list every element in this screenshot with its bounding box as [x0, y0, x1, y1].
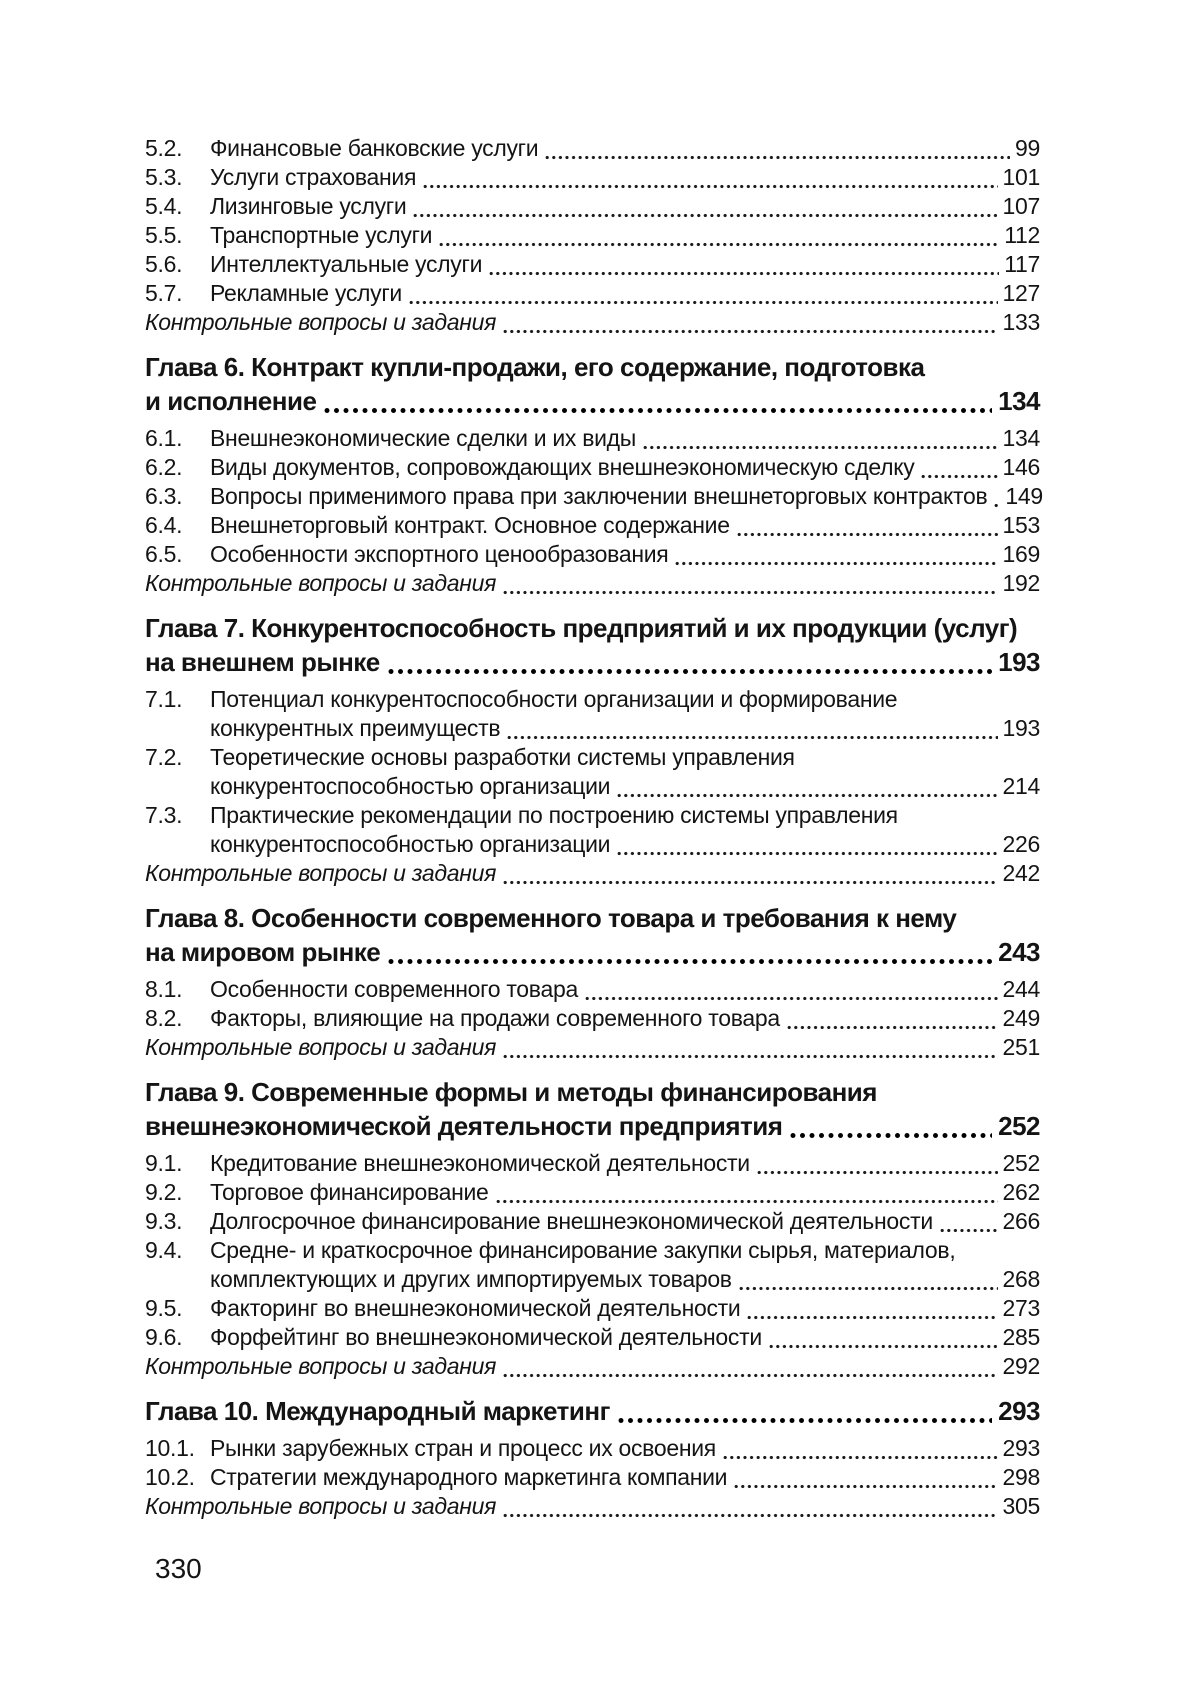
dot-leader: [739, 1286, 998, 1291]
entry-title: Вопросы применимого права при заключении внешнеторговых контрактов: [210, 483, 988, 509]
entry-title: Контрольные вопросы и задания: [145, 309, 497, 335]
dot-leader: [994, 503, 1000, 508]
toc-row: [145, 772, 1040, 801]
dot-leader: [496, 1199, 998, 1204]
dot-leader: [503, 1373, 997, 1378]
entry-title: Контрольные вопросы и задания: [145, 570, 497, 596]
entry-title: Особенности современного товара: [210, 976, 578, 1002]
toc-row: [145, 1434, 1040, 1463]
toc-row: [145, 1149, 1040, 1178]
toc-row: [145, 859, 1040, 888]
entry-title: конкурентоспособностью организации: [210, 831, 611, 857]
section-number: 7.3.: [145, 802, 183, 828]
toc-row: [145, 1033, 1040, 1062]
dot-leader: [940, 1228, 998, 1233]
toc-row: [145, 163, 1040, 192]
page-number: 298: [1002, 1464, 1040, 1490]
toc-row: [145, 1236, 1040, 1265]
dot-leader: [723, 1455, 998, 1460]
section-number: 5.6.: [145, 251, 183, 277]
chapter-title: Глава 10. Международный маркетинг: [145, 1396, 610, 1426]
toc-entry: [145, 1004, 1040, 1033]
section-number: 5.5.: [145, 222, 183, 248]
toc-entry: [145, 511, 1040, 540]
dot-leader: [675, 561, 997, 566]
toc-entry: [145, 192, 1040, 221]
dot-leader: [617, 851, 997, 856]
dot-leader: [617, 793, 997, 798]
toc-row: [145, 1265, 1040, 1294]
dot-leader: [413, 213, 997, 218]
toc-quiz-entry: [145, 1352, 1040, 1381]
toc-row: [145, 350, 1040, 384]
toc-row: [145, 975, 1040, 1004]
section-number: 9.3.: [145, 1208, 183, 1234]
entry-title: Кредитование внешнеэкономической деятельности: [210, 1150, 750, 1176]
toc-quiz-entry: [145, 1492, 1040, 1521]
dot-leader: [585, 996, 998, 1001]
entry-title: Факторинг во внешнеэкономической деятельности: [210, 1295, 741, 1321]
section-number: 8.1.: [145, 976, 183, 1002]
chapter-title: Глава 6. Контракт купли-продажи, его содержание, подготовка: [145, 352, 925, 382]
dot-leader: [787, 1025, 998, 1030]
toc-entry: [145, 540, 1040, 569]
page-number: 305: [1002, 1493, 1040, 1519]
toc-quiz-entry: [145, 859, 1040, 888]
toc-entry: [145, 134, 1040, 163]
toc-row: [145, 830, 1040, 859]
footer-page-number: 330: [155, 1553, 202, 1584]
page-number: 149: [1005, 483, 1043, 509]
entry-title: Контрольные вопросы и задания: [145, 1493, 497, 1519]
toc-entry: [145, 1236, 1040, 1294]
page-number: 243: [998, 937, 1040, 967]
dot-leader: [409, 300, 998, 305]
dot-leader: [545, 155, 1010, 160]
dot-leader: [757, 1170, 998, 1175]
section-number: 10.2.: [145, 1464, 195, 1490]
toc-entry: [145, 1207, 1040, 1236]
toc-row: [145, 384, 1040, 418]
entry-title: Рекламные услуги: [210, 280, 402, 306]
toc-row: [145, 424, 1040, 453]
dot-leader: [388, 668, 992, 675]
section-number: 5.7.: [145, 280, 183, 306]
toc-entry: [145, 482, 1043, 511]
dot-leader: [489, 271, 999, 276]
page-number: 268: [1002, 1266, 1040, 1292]
page-number: 285: [1002, 1324, 1040, 1350]
toc-entry: [145, 685, 1040, 743]
section-number: 6.3.: [145, 483, 183, 509]
section-number: 6.1.: [145, 425, 183, 451]
page-number: 266: [1002, 1208, 1040, 1234]
page-number: 134: [998, 386, 1040, 416]
section-number: 9.1.: [145, 1150, 183, 1176]
page-number: 273: [1002, 1295, 1040, 1321]
toc-row: [145, 1394, 1040, 1428]
page-number: 249: [1002, 1005, 1040, 1031]
toc-row: [145, 1294, 1040, 1323]
entry-title: Стратегии международного маркетинга компании: [210, 1464, 728, 1490]
entry-title: Рынки зарубежных стран и процесс их освоения: [210, 1435, 716, 1461]
entry-title: Контрольные вопросы и задания: [145, 1353, 497, 1379]
toc-row: [145, 1492, 1040, 1521]
chapter-title: на мировом рынке: [145, 937, 381, 967]
toc-row: [145, 569, 1040, 598]
page-number: 293: [998, 1396, 1040, 1426]
toc-entry: [145, 1463, 1040, 1492]
page-number: 293: [1002, 1435, 1040, 1461]
section-number: 5.3.: [145, 164, 183, 190]
section-number: 9.5.: [145, 1295, 183, 1321]
page-number: 252: [998, 1111, 1040, 1141]
chapter-title: на внешнем рынке: [145, 647, 380, 677]
section-number: 6.4.: [145, 512, 183, 538]
toc-entry: [145, 163, 1040, 192]
toc-row: [145, 1109, 1040, 1143]
dot-leader: [618, 1417, 992, 1424]
toc-row: [145, 1004, 1040, 1033]
page-number: 127: [1002, 280, 1040, 306]
toc-entry: [145, 743, 1040, 801]
toc-row: [145, 1463, 1040, 1492]
entry-title: Форфейтинг во внешнеэкономической деятельности: [210, 1324, 762, 1350]
page-number: 193: [998, 647, 1040, 677]
dot-leader: [423, 184, 997, 189]
dot-leader: [439, 242, 999, 247]
page-number: 146: [1002, 454, 1040, 480]
section-number: 8.2.: [145, 1005, 183, 1031]
toc-row: [145, 279, 1040, 308]
entry-title: Лизинговые услуги: [210, 193, 407, 219]
toc-entry: [145, 424, 1040, 453]
page-number: 99: [1015, 135, 1040, 161]
toc-row: [145, 1178, 1040, 1207]
chapter-title: Глава 8. Особенности современного товара и требования к нему: [145, 903, 957, 933]
section-number: 5.4.: [145, 193, 183, 219]
toc-entry: [145, 1434, 1040, 1463]
entry-title: Услуги страхования: [210, 164, 417, 190]
toc-row: [145, 714, 1040, 743]
toc-entry: [145, 1178, 1040, 1207]
toc-row: [145, 192, 1040, 221]
page-number: 134: [1002, 425, 1040, 451]
page-number: 117: [1004, 251, 1040, 277]
dot-leader: [503, 1054, 997, 1059]
toc-row: [145, 511, 1040, 540]
page-number: 101: [1002, 164, 1040, 190]
dot-leader: [503, 880, 997, 885]
page-number: 244: [1002, 976, 1040, 1002]
chapter-title: и исполнение: [145, 386, 317, 416]
page-number: 251: [1002, 1034, 1040, 1060]
entry-title: Факторы, влияющие на продажи современного товара: [210, 1005, 780, 1031]
toc-row: [145, 134, 1040, 163]
table-of-contents: [145, 134, 1043, 1521]
dot-leader: [737, 532, 998, 537]
page-number: 214: [1002, 773, 1040, 799]
entry-title: конкурентоспособностью организации: [210, 773, 611, 799]
dot-leader: [388, 958, 992, 965]
toc-row: [145, 540, 1040, 569]
toc-entry: [145, 1323, 1040, 1352]
entry-title: комплектующих и других импортируемых товаров: [210, 1266, 732, 1292]
page-number: 292: [1002, 1353, 1040, 1379]
dot-leader: [503, 590, 997, 595]
dot-leader: [734, 1484, 997, 1489]
toc-row: [145, 901, 1040, 935]
entry-title: Внешнеторговый контракт. Основное содержание: [210, 512, 730, 538]
toc-entry: [145, 279, 1040, 308]
page-number: 262: [1002, 1179, 1040, 1205]
dot-leader: [921, 474, 997, 479]
toc-row: [145, 250, 1040, 279]
page-number: 169: [1002, 541, 1040, 567]
toc-chapter-heading: [145, 1075, 1040, 1143]
section-number: 7.1.: [145, 686, 183, 712]
section-number: 9.4.: [145, 1237, 183, 1263]
toc-quiz-entry: [145, 1033, 1040, 1062]
entry-title: Интеллектуальные услуги: [210, 251, 483, 277]
toc-row: [145, 1352, 1040, 1381]
entry-title: конкурентных преимуществ: [210, 715, 501, 741]
dot-leader: [503, 1513, 997, 1518]
section-number: 9.6.: [145, 1324, 183, 1350]
entry-title: Транспортные услуги: [210, 222, 433, 248]
toc-row: [145, 308, 1040, 337]
entry-title: Финансовые банковские услуги: [210, 135, 539, 161]
page-number: 112: [1004, 222, 1040, 248]
toc-row: [145, 935, 1040, 969]
entry-title: Особенности экспортного ценообразования: [210, 541, 669, 567]
page-number: 226: [1002, 831, 1040, 857]
section-number: 5.2.: [145, 135, 183, 161]
toc-chapter-heading: [145, 611, 1040, 679]
entry-title: Теоретические основы разработки системы управления: [210, 744, 795, 770]
entry-title: Виды документов, сопровождающих внешнеэкономическую сделку: [210, 454, 915, 480]
page-number: 107: [1002, 193, 1040, 219]
toc-entry: [145, 1294, 1040, 1323]
toc-row: [145, 453, 1040, 482]
entry-title: Потенциал конкурентоспособности организации и формирование: [210, 686, 898, 712]
toc-entry: [145, 453, 1040, 482]
toc-row: [145, 801, 1040, 830]
dot-leader: [769, 1344, 998, 1349]
section-number: 9.2.: [145, 1179, 183, 1205]
page-number: 193: [1002, 715, 1040, 741]
entry-title: Средне- и краткосрочное финансирование закупки сырья, материалов,: [210, 1237, 956, 1263]
entry-title: Внешнеэкономические сделки и их виды: [210, 425, 637, 451]
toc-row: [145, 743, 1040, 772]
dot-leader: [507, 735, 997, 740]
toc-row: [145, 1075, 1040, 1109]
toc-entry: [145, 221, 1040, 250]
toc-quiz-entry: [145, 569, 1040, 598]
chapter-title: внешнеэкономической деятельности предприятия: [145, 1111, 783, 1141]
toc-row: [145, 221, 1040, 250]
toc-row: [145, 685, 1040, 714]
section-number: 10.1.: [145, 1435, 195, 1461]
toc-entry: [145, 1149, 1040, 1178]
entry-title: Практические рекомендации по построению системы управления: [210, 802, 898, 828]
toc-entry: [145, 250, 1040, 279]
entry-title: Торговое финансирование: [210, 1179, 489, 1205]
chapter-title: Глава 7. Конкурентоспособность предприятий и их продукции (услуг): [145, 613, 1018, 643]
dot-leader: [790, 1132, 992, 1139]
page-number: 252: [1002, 1150, 1040, 1176]
toc-row: [145, 1323, 1040, 1352]
toc-row: [145, 611, 1040, 645]
toc-chapter-heading: [145, 1394, 1040, 1428]
toc-chapter-heading: [145, 350, 1040, 418]
toc-row: [145, 482, 1043, 511]
section-number: 6.5.: [145, 541, 183, 567]
page-number: 242: [1002, 860, 1040, 886]
entry-title: Долгосрочное финансирование внешнеэкономической деятельности: [210, 1208, 933, 1234]
toc-entry: [145, 801, 1040, 859]
entry-title: Контрольные вопросы и задания: [145, 1034, 497, 1060]
page-number: 133: [1002, 309, 1040, 335]
toc-quiz-entry: [145, 308, 1040, 337]
toc-row: [145, 645, 1040, 679]
toc-row: [145, 1207, 1040, 1236]
toc-entry: [145, 975, 1040, 1004]
page-number: 192: [1002, 570, 1040, 596]
entry-title: Контрольные вопросы и задания: [145, 860, 497, 886]
chapter-title: Глава 9. Современные формы и методы финансирования: [145, 1077, 877, 1107]
page-number: 153: [1002, 512, 1040, 538]
section-number: 7.2.: [145, 744, 183, 770]
dot-leader: [747, 1315, 997, 1320]
toc-chapter-heading: [145, 901, 1040, 969]
dot-leader: [324, 407, 992, 414]
dot-leader: [503, 329, 997, 334]
dot-leader: [643, 445, 998, 450]
section-number: 6.2.: [145, 454, 183, 480]
